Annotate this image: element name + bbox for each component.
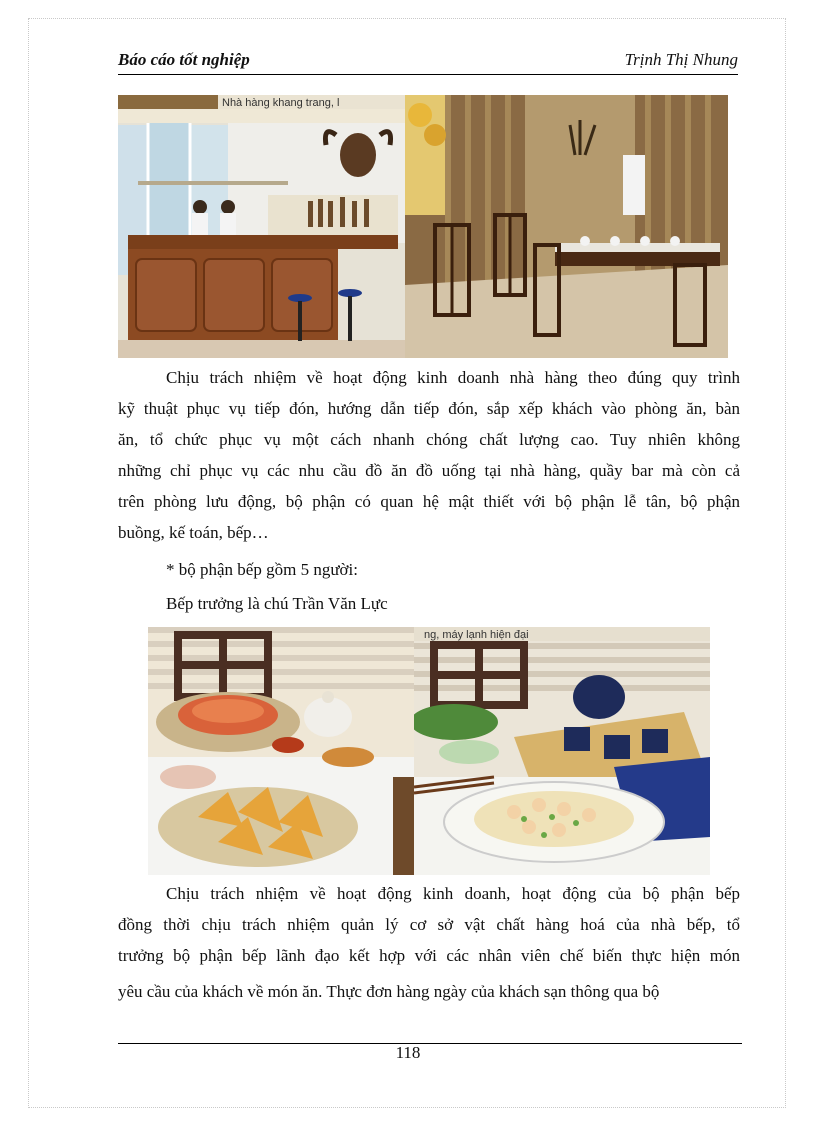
paragraph-line: Chịu trách nhiệm về hoạt động kinh doanh nhà hàng theo đúng quy trình (166, 368, 740, 387)
paragraph-line: Chịu trách nhiệm về hoạt động kinh doanh, hoạt động của bộ phận bếp (166, 884, 740, 903)
crab-dish-illustration (148, 627, 414, 875)
dining-room-photo (405, 95, 728, 358)
restaurant-sign-text: ng, máy lạnh hiện đại (424, 629, 529, 641)
paragraph-line: yêu cầu của khách về món ăn. Thực đơn hàng ngày của khách sạn thông qua bộ (118, 982, 660, 1001)
crab-dishes-photo (148, 627, 414, 875)
paragraph-line: trên phòng lưu động, bộ phận có quan hệ mật thiết với bộ phận lễ tân, bộ phận (118, 492, 740, 511)
dining-scene-illustration (405, 95, 728, 358)
page-header (118, 48, 738, 75)
paragraph-line: buồng, kế toán, bếp… (118, 523, 269, 542)
kitchen-heading: * bộ phận bếp gồm 5 người: (166, 560, 358, 579)
page-number: 118 (395, 1043, 421, 1062)
author-name: Trịnh Thị Nhung (624, 50, 738, 69)
restaurant-sign-text: Nhà hàng khang trang, l (222, 97, 340, 109)
paragraph-line: ăn, tổ chức phục vụ một cách nhanh chóng chất lượng cao. Tuy nhiên không (118, 430, 740, 449)
seafood-noodle-photo (414, 627, 710, 875)
head-chef-line: Bếp trưởng là chú Trần Văn Lực (166, 594, 388, 613)
noodle-dish-illustration (414, 627, 710, 875)
paragraph-line: đồng thời chịu trách nhiệm quản lý cơ sở vật chất hàng hoá của nhà bếp, tổ (118, 915, 740, 934)
paragraph-line: những chỉ phục vụ các nhu cầu đồ ăn đồ uống tại nhà hàng, quầy bar mà còn cả (118, 461, 740, 480)
paragraph-line: kỹ thuật phục vụ tiếp đón, hướng dẫn tiếp đón, sắp xếp khách vào phòng ăn, bàn (118, 399, 740, 418)
restaurant-bar-photo (118, 95, 405, 358)
bar-scene-illustration (118, 95, 405, 358)
paragraph-line: trưởng bộ phận bếp lãnh đạo kết hợp với các nhân viên chế biến thực hiện món (118, 946, 740, 965)
report-title: Báo cáo tốt nghiệp (118, 50, 250, 69)
